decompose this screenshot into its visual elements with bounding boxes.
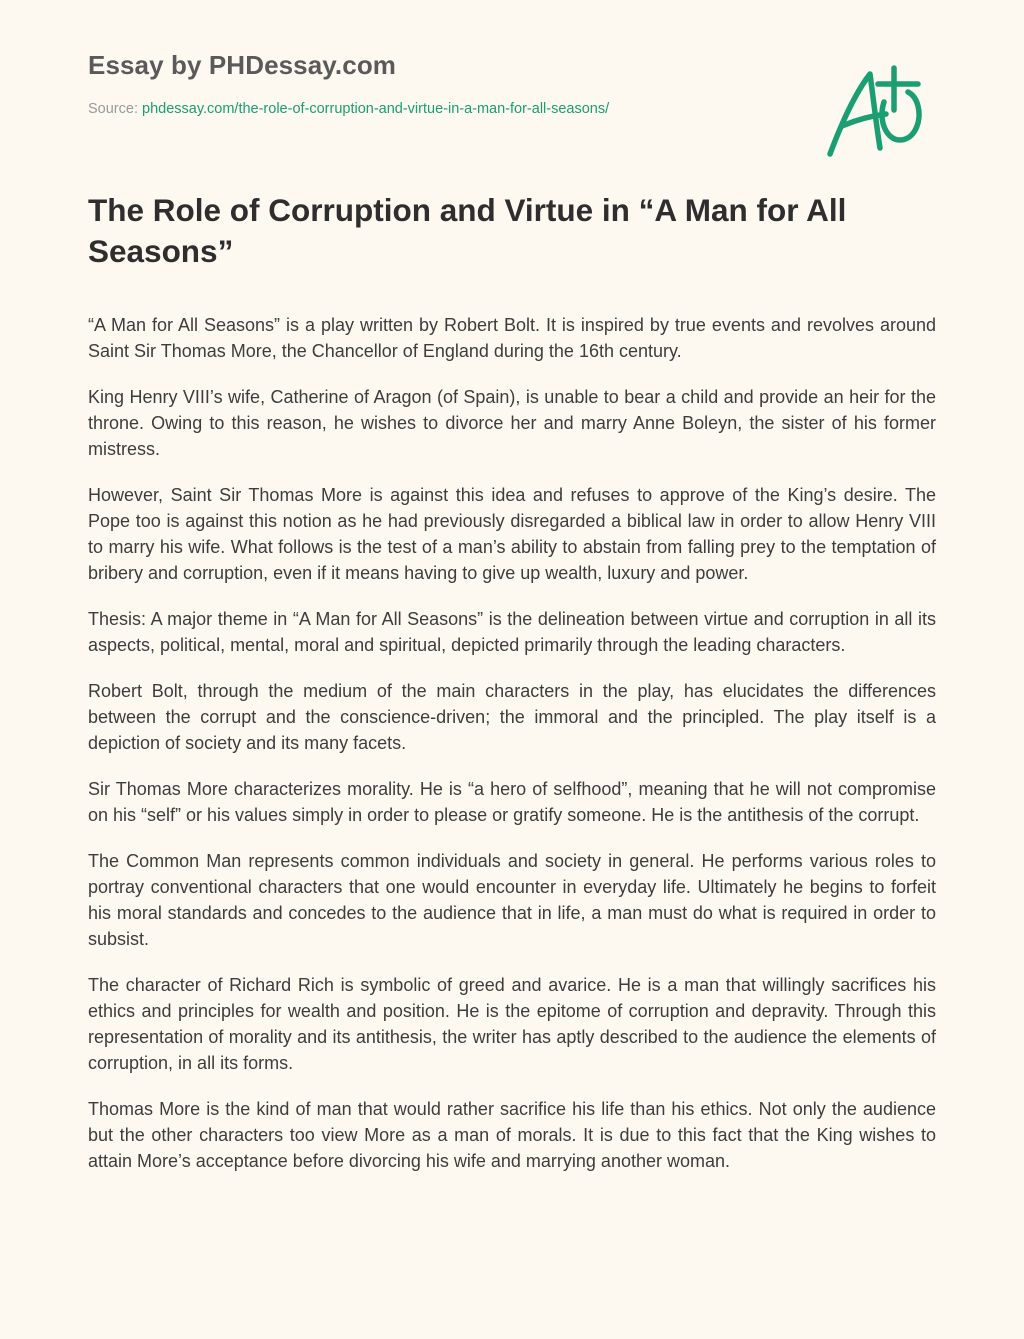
paragraph: The Common Man represents common individuals and society in general. He performs various roles to portray conventional characters that one would encounter in everyday life. Ultimately he begins to forfeit his moral standards and concedes to the audience that in life, a man must do what is required in order to subsist. — [88, 851, 936, 949]
a-plus-logo — [822, 64, 932, 164]
source-label: Source: — [88, 101, 142, 117]
paragraph: Sir Thomas More characterizes morality. He is “a hero of selfhood”, meaning that he will not compromise on his “self” or his values simply in order to please or gratify someone. He is the antithesis of the corrupt. — [88, 779, 936, 825]
site-brand: Essay by PHDessay.com — [88, 50, 397, 80]
paragraph: However, Saint Sir Thomas More is against this idea and refuses to approve of the King’s desire. The Pope too is against this notion as he had previously disregarded a biblical law in order to allow Henry VIII to marry his wife. What follows is the test of a man’s ability to abstain from falling prey to the temptation of bribery and corruption, even if it means having to give up wealth, luxury and power. — [88, 485, 936, 583]
paragraph: The character of Richard Rich is symbolic of greed and avarice. He is a man that willingly sacrifices his ethics and principles for wealth and position. He is the epitome of corruption and depravity. Through this representation of morality and its antithesis, the writer has aptly described to the audience the elements of corruption, in all its forms. — [88, 975, 936, 1073]
essay-body — [88, 312, 936, 1194]
paragraph: King Henry VIII’s wife, Catherine of Aragon (of Spain), is unable to bear a child and provide an heir for the throne. Owing to this reason, he wishes to divorce her and marry Anne Boleyn, the sister of his former mistress. — [88, 387, 936, 459]
essay-title: The Role of Corruption and Virtue in “A Man for All Seasons” — [88, 192, 847, 269]
source-line — [88, 101, 609, 117]
paragraph: Robert Bolt, through the medium of the main characters in the play, has elucidates the differences between the corrupt and the conscience-driven; the immoral and the principled. The play itself is a depiction of society and its many facets. — [88, 681, 936, 753]
paragraph: “A Man for All Seasons” is a play written by Robert Bolt. It is inspired by true events and revolves around Saint Sir Thomas More, the Chancellor of England during the 16th century. — [88, 315, 936, 361]
source-link[interactable]: phdessay.com/the-role-of-corruption-and-virtue-in-a-man-for-all-seasons/ — [142, 101, 610, 117]
paragraph: Thesis: A major theme in “A Man for All Seasons” is the delineation between virtue and corruption in all its aspects, political, mental, moral and spiritual, depicted primarily through the leading characters. — [88, 609, 936, 655]
paragraph: Thomas More is the kind of man that would rather sacrifice his life than his ethics. Not only the audience but the other characters too view More as a man of morals. It is due to this fact that the King wishes to attain More’s acceptance before divorcing his wife and marrying another woman. — [88, 1099, 936, 1171]
